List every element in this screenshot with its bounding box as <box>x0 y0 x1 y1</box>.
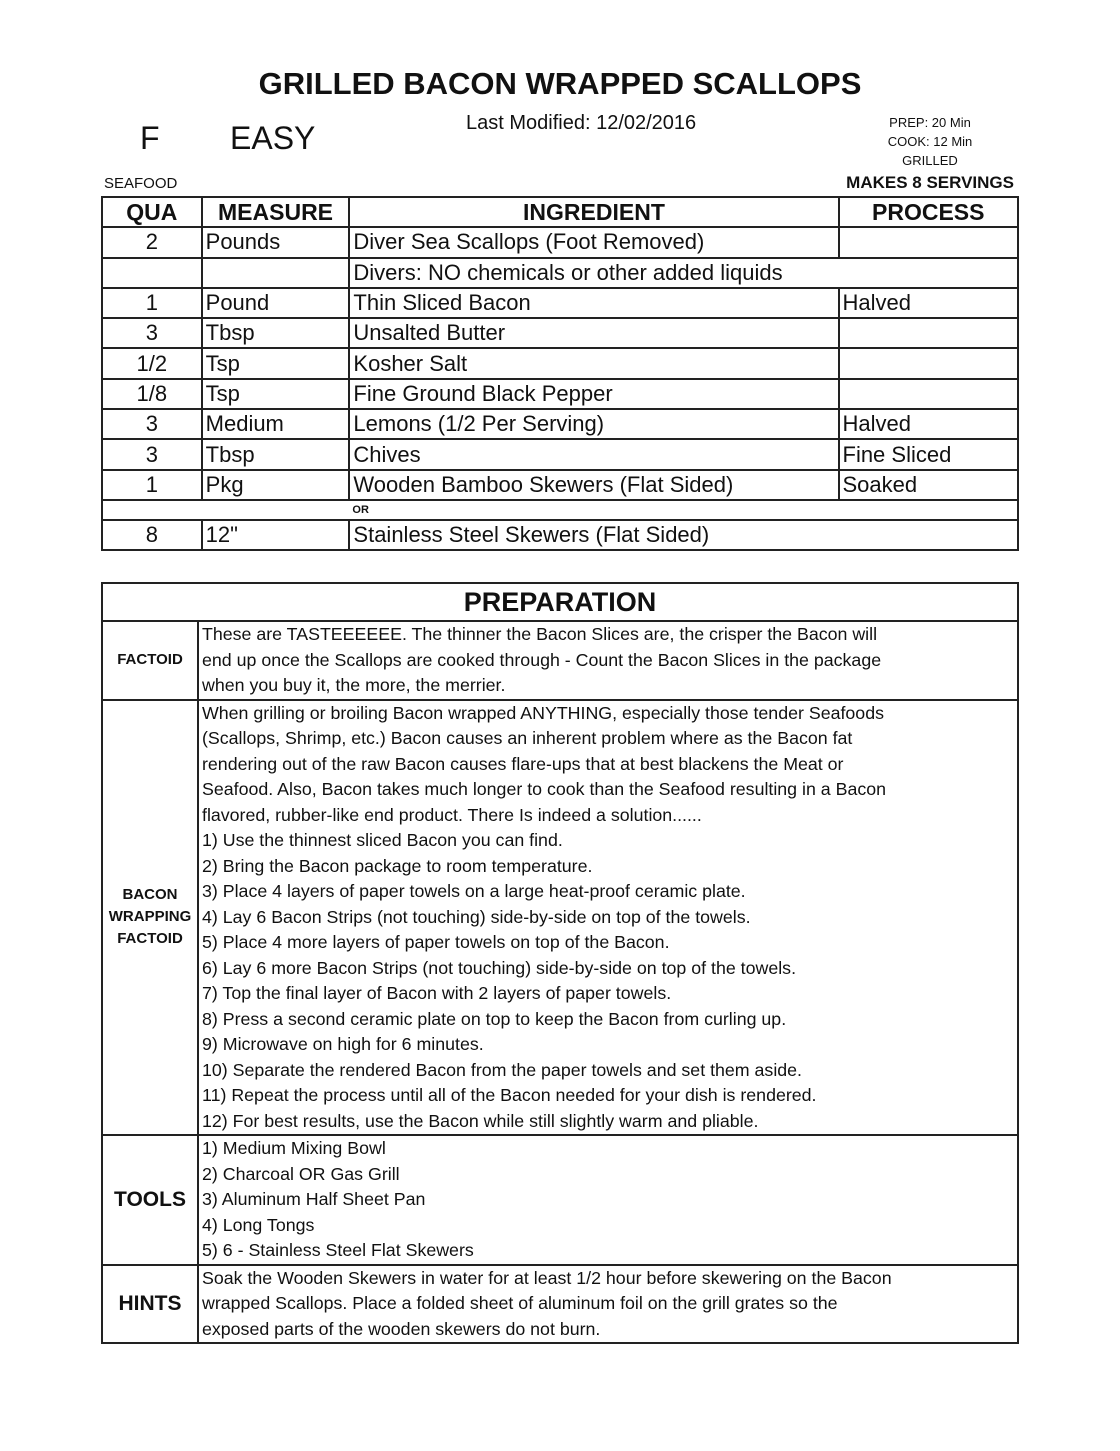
ingredient-row <box>102 520 1018 550</box>
ingredient-cell: Stainless Steel Skewers (Flat Sided) <box>349 520 1018 550</box>
ingredient-cell: Wooden Bamboo Skewers (Flat Sided) <box>349 470 838 500</box>
tool-item: 1) Medium Mixing Bowl <box>202 1138 386 1158</box>
qua-cell: 8 <box>102 520 202 550</box>
process-cell: Halved <box>839 409 1019 439</box>
ingredient-cell: Diver Sea Scallops (Foot Removed) <box>349 227 838 257</box>
label-line: WRAPPING <box>108 908 192 926</box>
step-line: 10) Separate the rendered Bacon from the paper towels and set them aside. <box>202 1059 802 1080</box>
tool-item: 4) Long Tongs <box>202 1214 315 1235</box>
ingredient-row <box>102 227 1018 257</box>
step-line: 11) Repeat the process until all of the Bacon needed for your dish is rendered. <box>202 1085 817 1105</box>
ingredient-row <box>102 470 1018 500</box>
qua-cell: 1 <box>102 470 202 500</box>
time-info <box>860 113 1000 170</box>
or-separator-row <box>102 500 1018 520</box>
qua-cell: 1/2 <box>102 348 202 378</box>
preparation-heading: PREPARATION <box>102 583 1018 621</box>
servings-label: MAKES 8 SERVINGS <box>846 173 1014 192</box>
ingredient-cell: Chives <box>349 439 838 469</box>
last-modified: Last Modified: 12/02/2016 <box>466 112 697 134</box>
measure-cell: Tsp <box>202 348 350 378</box>
ingredient-row <box>102 439 1018 469</box>
process-cell: Fine Sliced <box>839 439 1019 469</box>
process-cell <box>839 379 1019 409</box>
qua-cell: 3 <box>102 318 202 348</box>
ingredient-cell: Lemons (1/2 Per Serving) <box>349 409 838 439</box>
ingredient-note-cell: Divers: NO chemicals or other added liquids <box>349 258 1018 288</box>
qua-cell <box>102 258 202 288</box>
qua-cell: 3 <box>102 409 202 439</box>
category-label: SEAFOOD <box>104 175 178 192</box>
cook-method: GRILLED <box>902 153 958 168</box>
qua-cell: 3 <box>102 439 202 469</box>
step-line: 6) Lay 6 more Bacon Strips (not touching) side-by-side on top of the towels. <box>202 957 797 978</box>
step-line: 7) Top the final layer of Bacon with 2 layers of paper towels. <box>202 983 672 1003</box>
factoid-row <box>102 621 1018 700</box>
ingredient-cell: Unsalted Butter <box>349 318 838 348</box>
process-cell: Soaked <box>839 470 1019 500</box>
process-cell <box>839 227 1019 257</box>
text-line: Soak the Wooden Skewers in water for at least 1/2 hour before skewering on the Bacon <box>202 1267 892 1288</box>
text-line: These are TASTEEEEEE. The thinner the Bacon Slices are, the crisper the Bacon will <box>202 624 878 644</box>
tool-item: 5) 6 - Stainless Steel Flat Skewers <box>202 1240 474 1260</box>
prep-time: PREP: 20 Min <box>889 115 971 130</box>
step-line: 1) Use the thinnest sliced Bacon you can find. <box>202 830 563 850</box>
or-spacer-cell <box>102 500 349 520</box>
factoid-text <box>198 621 1018 700</box>
measure-cell: Tbsp <box>202 318 350 348</box>
measure-cell: Pkg <box>202 470 350 500</box>
measure-cell <box>202 258 350 288</box>
text-line: (Scallops, Shrimp, etc.) Bacon causes an inherent problem where as the Bacon fat <box>202 728 853 748</box>
process-cell <box>839 318 1019 348</box>
recipe-code: F <box>140 120 160 156</box>
label-line: BACON <box>122 886 178 904</box>
measure-cell: Medium <box>202 409 350 439</box>
ingredient-row <box>102 348 1018 378</box>
step-line: 4) Lay 6 Bacon Strips (not touching) side-by-side on top of the towels. <box>202 906 751 927</box>
process-cell <box>839 348 1019 378</box>
step-line: 5) Place 4 more layers of paper towels on top of the Bacon. <box>202 932 670 952</box>
tools-row <box>102 1135 1018 1265</box>
tool-item: 3) Aluminum Half Sheet Pan <box>202 1189 426 1209</box>
qua-cell: 1 <box>102 288 202 318</box>
process-cell: Halved <box>839 288 1019 318</box>
tools-label: TOOLS <box>102 1135 198 1265</box>
bacon-factoid-text <box>198 700 1018 1136</box>
text-line: end up once the Scallops are cooked through - Count the Bacon Slices in the package <box>202 649 882 670</box>
qua-cell: 2 <box>102 227 202 257</box>
qua-cell: 1/8 <box>102 379 202 409</box>
cook-time: COOK: 12 Min <box>887 134 973 149</box>
text-line: rendering out of the raw Bacon causes flare-ups that at best blackens the Meat or <box>202 753 844 774</box>
step-line: 3) Place 4 layers of paper towels on a large heat-proof ceramic plate. <box>202 881 746 901</box>
column-header-process: PROCESS <box>839 197 1019 227</box>
measure-cell: Pound <box>202 288 350 318</box>
column-header-qua: QUA <box>102 197 202 227</box>
hints-text <box>198 1265 1018 1344</box>
ingredient-row <box>102 379 1018 409</box>
recipe-title: GRILLED BACON WRAPPED SCALLOPS <box>258 66 862 101</box>
tools-list <box>198 1135 1018 1265</box>
step-line: 8) Press a second ceramic plate on top to keep the Bacon from curling up. <box>202 1008 787 1029</box>
ingredient-row <box>102 318 1018 348</box>
ingredient-cell: Kosher Salt <box>349 348 838 378</box>
text-line: flavored, rubber-like end product. There Is indeed a solution...... <box>202 804 702 825</box>
or-label: OR <box>349 500 1018 520</box>
tool-item: 2) Charcoal OR Gas Grill <box>202 1163 400 1184</box>
ingredients-table <box>101 196 1019 551</box>
step-line: 9) Microwave on high for 6 minutes. <box>202 1034 484 1054</box>
bacon-factoid-row <box>102 700 1018 1136</box>
ingredients-header-row <box>102 197 1018 227</box>
hints-row <box>102 1265 1018 1344</box>
step-line: 2) Bring the Bacon package to room temperature. <box>202 855 593 876</box>
text-line: exposed parts of the wooden skewers do not burn. <box>202 1318 601 1339</box>
hints-label: HINTS <box>102 1265 198 1344</box>
preparation-heading-row <box>102 583 1018 621</box>
ingredient-row <box>102 288 1018 318</box>
ingredient-cell: Fine Ground Black Pepper <box>349 379 838 409</box>
preparation-table <box>101 582 1019 1344</box>
text-line: Seafood. Also, Bacon takes much longer to cook than the Seafood resulting in a Bacon <box>202 779 887 799</box>
bacon-factoid-label <box>102 700 198 1136</box>
label-line: FACTOID <box>117 930 183 948</box>
column-header-ingredient: INGREDIENT <box>349 197 838 227</box>
step-line: 12) For best results, use the Bacon while still slightly warm and pliable. <box>202 1110 759 1131</box>
text-line: when you buy it, the more, the merrier. <box>202 675 506 695</box>
measure-cell: Tbsp <box>202 439 350 469</box>
factoid-label: FACTOID <box>102 621 198 700</box>
difficulty-label: EASY <box>230 120 316 156</box>
measure-cell: 12" <box>202 520 350 550</box>
measure-cell: Pounds <box>202 227 350 257</box>
measure-cell: Tsp <box>202 379 350 409</box>
text-line: When grilling or broiling Bacon wrapped ANYTHING, especially those tender Seafoods <box>202 702 884 723</box>
ingredient-note-row <box>102 258 1018 288</box>
column-header-measure: MEASURE <box>202 197 350 227</box>
text-line: wrapped Scallops. Place a folded sheet of aluminum foil on the grill grates so the <box>202 1293 838 1313</box>
ingredient-cell: Thin Sliced Bacon <box>349 288 838 318</box>
ingredient-row <box>102 409 1018 439</box>
